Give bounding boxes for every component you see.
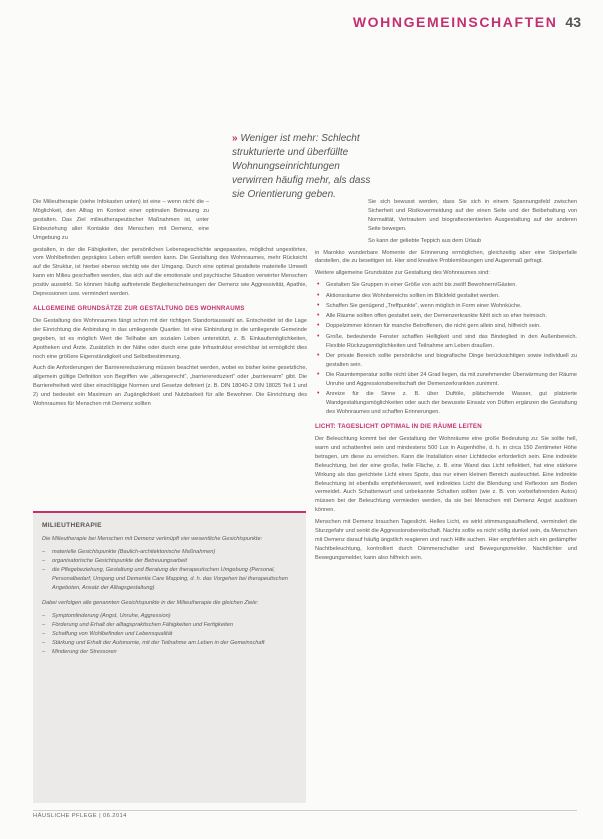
list-item: • Doppelzimmer können für manche Betroffenen, die nicht gern allein sind, hilfreich sein. — [315, 322, 577, 331]
list-item: • Der private Bereich sollte persönliche und biografische Dinge berücksichtigen sowie individuell zu gestalten sein. — [315, 352, 577, 370]
page-number: 43 — [565, 14, 581, 30]
info-intro: Dabei verfolgen alle genannten Gesichtspunkte in der Milieutherapie die gleichen Ziele: — [42, 600, 259, 606]
list-item: • Anreize für die Sinne z. B. über Duftöle, plätschernde Wasser, gut platzierte Wandgestaltungsmöglichkeiten oder auch der bewusste Einsatz von Düften ergänzen die Gestaltung des Wohnraumes und schaffen Erinnerungen. — [315, 390, 577, 417]
list-item: • Große, bedeutende Fenster schaffen Helligkeit und sind das Bindeglied in den Außenbereich. Flexible Rückzugsmöglichkeiten und Teilnahme am Leben draußen. — [315, 333, 577, 351]
body-paragraph: Auch die Anforderungen der Barrierereduzierung müssen beachtet werden, wobei es bisher keine gesetzliche, allgemein gültige Definition von Begriffen wie „altersgerecht“, „barrierereduziert“ oder „barrierearm“ gibt. Die Barrierefreiheit wird über einschlägige Normen und Gesetze definiert (z. B. DIN 18040-2 DIN 18025 Teil 1 und 2) und bedeutet ein Maximum an Zugänglichkeit und Nutzbarkeit für alle Bewohner. Die Einrichtung des Wohnraumes für Menschen mit Demenz sollten — [33, 365, 307, 408]
info-box-body — [42, 535, 297, 657]
list-item: • Die Raumtemperatur sollte nicht über 24 Grad liegen, da mit zunehmender Überwärmung der Räume Unruhe und Aggressionsbereitschaft der Demenzerkrankten zunimmt. — [315, 371, 577, 389]
list-item: • Aktionsräume des Wohnbereichs sollten im Blickfeld gestaltet werden. — [315, 292, 577, 301]
list-item: – organisatorische Gesichtspunkte der Betreuungsarbeit — [42, 557, 297, 566]
info-box — [33, 511, 306, 803]
body-paragraph: Menschen mit Demenz brauchen Tageslicht. Helles Licht, es wirkt stimmungsaufhellend, vermindert die Sturzgefahr und senkt die Aggressionsbereitschaft. Nachts sollte es nicht völlig dunkel sein, da Menschen mit Demenz darauf häufig ängstlich reagieren und nach Hilfe suchen. Hier empfehlen sich ein gedämpfter Nachtbeleuchtung, kontrolliert durch Dämmerschalter und Bewegungsmelder. Nachtlichter und Bewegungsmelder, kann also hilfreich sein. — [315, 519, 577, 561]
list-item: – materielle Gesichtspunkte (Baulich-architektonische Maßnahmen) — [42, 548, 297, 557]
body-paragraph: Die Milieutherapie (siehe Infokasten unten) ist eine – wenn nicht die – Möglichkeit, den Alltag im Kontext einer optimalen Betreuung zu gestalten. Das Ziel milieutherapeutischer Maßnahmen ist, unter Einbeziehung aller Kontakte des Menschen mit Demenz, eine Umgebung zu — [33, 199, 209, 241]
dash-list — [42, 612, 297, 657]
list-item: – Förderung und Erhalt der alltagspraktischen Fähigkeiten und Fertigkeiten — [42, 621, 297, 630]
section-heading: ALLGEMEINE GRUNDSÄTZE ZUR GESTALTUNG DES WOHNRAUMS — [33, 304, 245, 312]
list-item: – Stärkung und Erhalt der Autonomie, mit der Teilnahme am Leben in der Gemeinschaft — [42, 639, 297, 648]
list-item: – Symptomlinderung (Angst, Unruhe, Aggression) — [42, 612, 297, 621]
footer-divider — [33, 810, 577, 811]
page-header — [353, 14, 581, 30]
dash-list — [42, 548, 297, 593]
list-item: • Alle Räume sollten offen gestaltet sein, der Demenzerkrankte fühlt sich so eher heimisch. — [315, 312, 577, 321]
page-footer: HÄUSLICHE PFLEGE | 06.2014 — [33, 813, 127, 819]
section-heading: LICHT: TAGESLICHT OPTIMAL IN DIE RÄUME LEITEN — [315, 423, 482, 431]
list-item: – Minderung der Stressoren — [42, 648, 297, 657]
info-box-title: MILIEUTHERAPIE — [42, 522, 102, 529]
pull-quote — [232, 132, 372, 202]
quote-mark: » — [232, 133, 238, 144]
body-paragraph: Weitere allgemeine Grundsätze zur Gestaltung des Wohnraumes sind: — [315, 270, 490, 277]
pull-quote-text: Weniger ist mehr: Schlecht strukturierte und überfüllte Wohnungseinrichtungen verwirren häufig mehr, als dass sie Orientierung geben. — [232, 133, 371, 200]
section-title: WOHNGEMEINSCHAFTEN — [352, 14, 558, 30]
list-item: – die Pflegebeziehung, Gestaltung und Beratung der therapeutischen Umgebung (Personal, Personalbedarf, Umgang und Dementia Care Mapping, d. h. das Vorgehen bei therapeutischen Angeboten, Ansatz der Alltagsgestaltung) — [42, 566, 297, 593]
left-column — [33, 198, 307, 412]
body-paragraph: in Marokko wunderbare Momente der Erinnerung ermöglichen, gleichzeitig aber eine Stolperfalle darstellen, die zu beseitigen ist. Hier sind kreative Problemlösungen und Augenmaß gefragt. — [315, 249, 577, 265]
body-paragraph: Der Beleuchtung kommt bei der Gestaltung der Wohnräume eine große Bedeutung zu: Sie sollte hell, warm und schattenfrei sein und mindestens 500 Lux in Augenhöhe, d. h. in circa 150 Zentimeter Höhe betragen, um diese zu erreichen. Kann die Installation einer Lichtdecke erforderlich sein. Eine indirekte Beleuchtung, bei der eine große, helle Fläche, z. B. eine Wand das Licht reflektiert, hat eine stärkere Wirkung als das gerichtete Licht eines Spots, das nur einen kleinen Bereich ausleuchtet. Eine indirekte Beleuchtung ist ebenfalls empfehlenswert, weil indirektes Licht die Blendung und Reflexion am Boden vermeidet. Auch Schattenwurf und unbekannte Schatten sollten (wie z. B. von vorbeifahrenden Autos) müssen bei der Beleuchtung vermieden werden, da sie bei Menschen mit Demenz Angst auslösen können. — [315, 435, 577, 514]
body-paragraph: Die Gestaltung des Wohnraumes fängt schon mit der richtigen Standortauswahl an. Entscheidet ist die Lage der Einrichtung die Anbindung in das umliegende Quartier. Ist eine Einbindung in die umliegende Gemeinde gegeben, ist es möglich Wert die Teilhabe am sozialen Leben unterstützt, z. B. Einkaufsmöglichkeiten, Apotheken und Ärzte. Zusätzlich in der Nähe oder durch eine gute Infrastruktur erreichbar ist ermöglicht dies noch eine größere Eigenständigkeit und Selbstbestimmung. — [33, 317, 307, 360]
right-column — [315, 198, 577, 566]
list-item: • Gestalten Sie Gruppen in einer Größe von acht bis zwölf Bewohnern/Gästen. — [315, 281, 577, 290]
list-item: – Schaffung von Wohlbefinden und Lebensqualität — [42, 630, 297, 639]
list-item: • Schaffen Sie genügend „Treffpunkte“, wenn möglich in Form einer Wohnküche. — [315, 302, 577, 311]
body-paragraph: So kann der geliebte Teppich aus dem Urlaub — [368, 237, 482, 244]
body-paragraph: gestalten, in der die Fähigkeiten, der persönlichen Lebensgeschichte angepasstes, möglichst ungestörtes, vom Wohlbefinden geprägtes Leben erfüllt werden kann. Die Gestaltung des Wohnraumes, mehr Rücksicht auf die Struktur, ist hierbei ebenso wichtig wie der Umgang. Durch eine optimal gestaltete materielle Umwelt kann ein Milieu geschaffen werden, das sich auf die emotionale und psychische Situation verwirrter Menschen positiv auswirkt. So können häufig auftretende Begleiterscheinungen der Demenz wie Aggressivität, Apathie, Depressionen usw. vermindert werden. — [33, 246, 307, 298]
body-paragraph: Sie sich bewusst werden, dass Sie sich in einem Spannungsfeld zwischen Sicherheit und Risikovermeidung auf der einen Seite und der Beibehaltung von Normalität, Vertrautem und biografieorientierten Ausgestaltung auf der anderen Seite bewegen. — [368, 199, 577, 232]
info-intro: Die Milieutherapie bei Menschen mit Demenz verknüpft vier wesentliche Gesichtspunkte: — [42, 536, 263, 542]
bullet-list — [315, 281, 577, 417]
